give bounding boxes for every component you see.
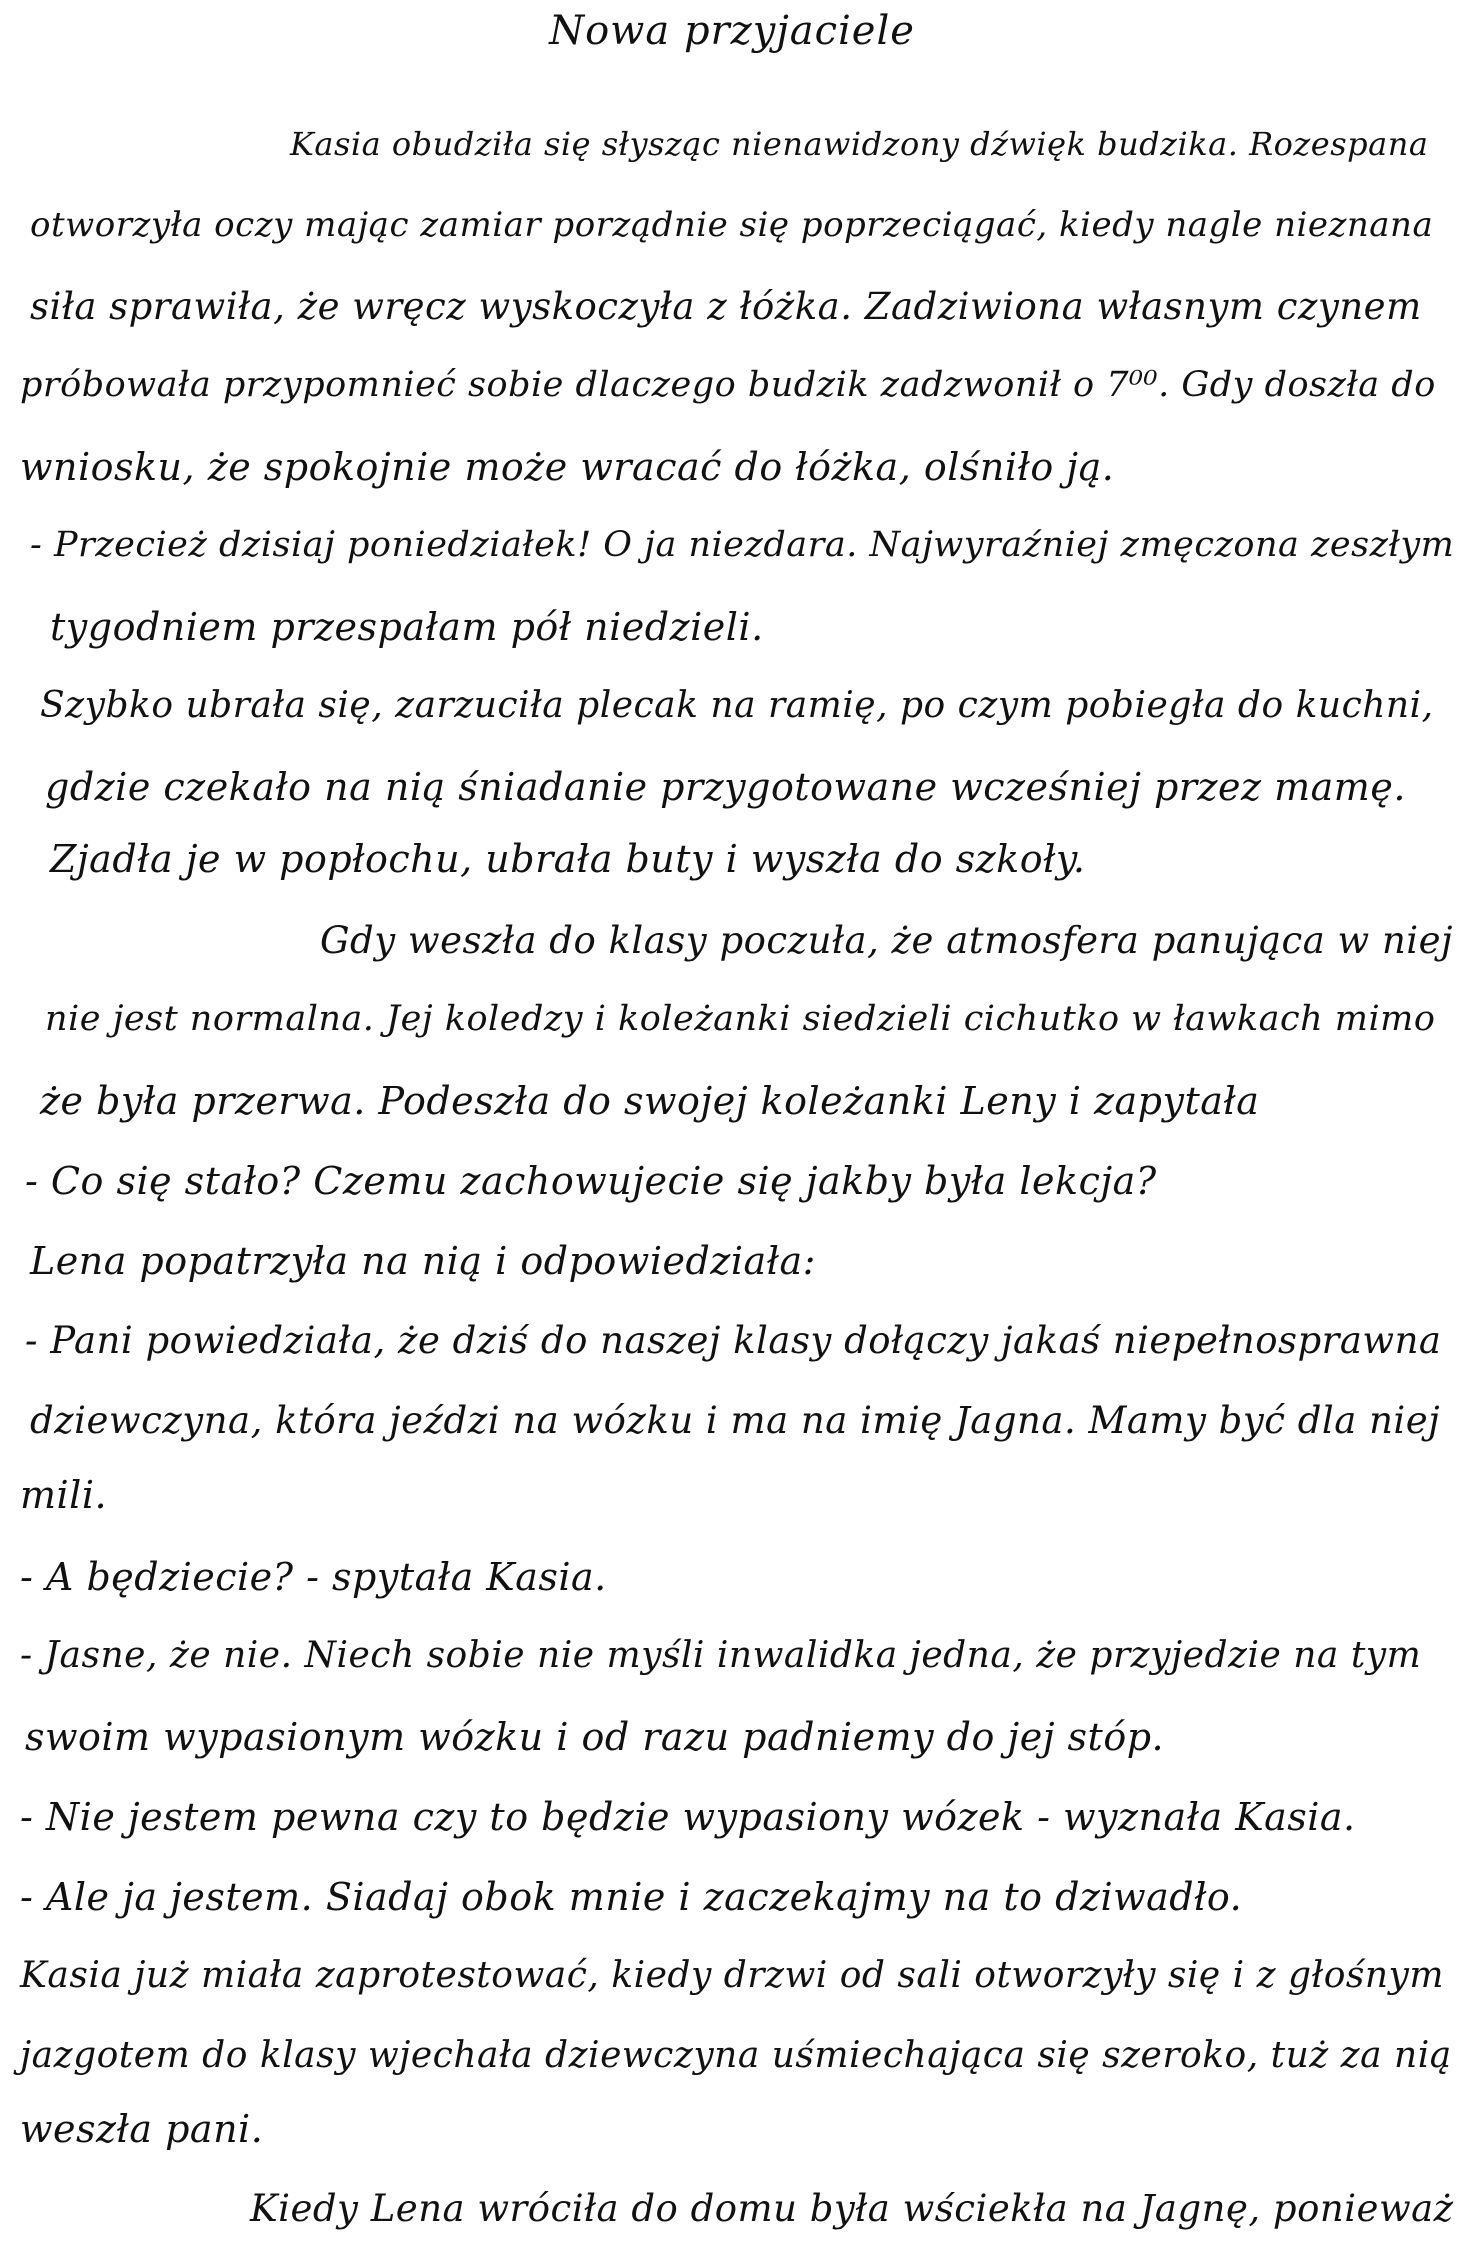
text-line: Gdy weszła do klasy poczuła, że atmosfera panująca w niej — [320, 919, 1454, 962]
text-line: gdzie czekało na nią śniadanie przygotowane wcześniej przez mamę. — [45, 765, 1406, 809]
text-line: siła sprawiła, że wręcz wyskoczyła z łóżka. Zadziwiona własnym czynem — [30, 285, 1422, 328]
page-title: Nowa przyjaciele — [549, 8, 915, 54]
text-line: próbowała przypomnieć sobie dlaczego budzik zadzwonił o 7⁰⁰. Gdy doszła do — [20, 365, 1436, 405]
text-line: - Jasne, że nie. Niech sobie nie myśli inwalidka jedna, że przyjedzie na tym — [20, 1635, 1422, 1676]
text-line: nie jest normalna. Jej koledzy i koleżanki siedzieli cichutko w ławkach mimo — [45, 999, 1436, 1039]
text-line: - Co się stało? Czemu zachowujecie się jakby była lekcja? — [25, 1159, 1157, 1203]
text-line: wniosku, że spokojnie może wracać do łóżka, olśniło ją. — [20, 445, 1115, 489]
text-line: Kiedy Lena wróciła do domu była wściekła na Jagnę, ponieważ — [250, 2187, 1454, 2230]
text-line: swoim wypasionym wózku i od razu padniemy do jej stóp. — [25, 1715, 1165, 1759]
text-line: Szybko ubrała się, zarzuciła plecak na ramię, po czym pobiegła do kuchni, — [40, 685, 1434, 726]
text-line: - Nie jestem pewna czy to będzie wypasiony wózek - wyznała Kasia. — [20, 1795, 1356, 1839]
text-line: mili. — [20, 1473, 108, 1517]
text-line: otworzyła oczy mając zamiar porządnie się poprzeciągać, kiedy nagle nieznana — [30, 205, 1434, 245]
text-line: Zjadła je w popłochu, ubrała buty i wyszła do szkoły. — [50, 837, 1086, 881]
text-line: - Przecież dzisiaj poniedziałek! O ja niezdara. Najwyraźniej zmęczona zeszłym — [30, 525, 1455, 565]
text-line: Kasia już miała zaprotestować, kiedy drzwi od sali otworzyły się i z głośnym — [20, 1955, 1445, 1996]
text-line: - Pani powiedziała, że dziś do naszej klasy dołączy jakaś niepełnosprawna — [25, 1319, 1442, 1362]
text-line: dziewczyna, która jeździ na wózku i ma na imię Jagna. Mamy być dla niej — [30, 1399, 1441, 1442]
text-line: weszła pani. — [20, 2107, 264, 2151]
text-line: - A będziecie? - spytała Kasia. — [20, 1555, 607, 1599]
text-line: jazgotem do klasy wjechała dziewczyna uśmiechająca się szeroko, tuż za nią — [20, 2035, 1452, 2076]
text-line: Lena popatrzyła na nią i odpowiedziała: — [30, 1239, 816, 1283]
text-line: że była przerwa. Podeszła do swojej koleżanki Leny i zapytała — [40, 1079, 1260, 1123]
text-line: - Ale ja jestem. Siadaj obok mnie i zaczekajmy na to dziwadło. — [20, 1875, 1243, 1919]
text-line: tygodniem przespałam pół niedzieli. — [50, 605, 764, 649]
text-line: Kasia obudziła się słysząc nienawidzony dźwięk budzika. Rozespana — [290, 125, 1429, 163]
